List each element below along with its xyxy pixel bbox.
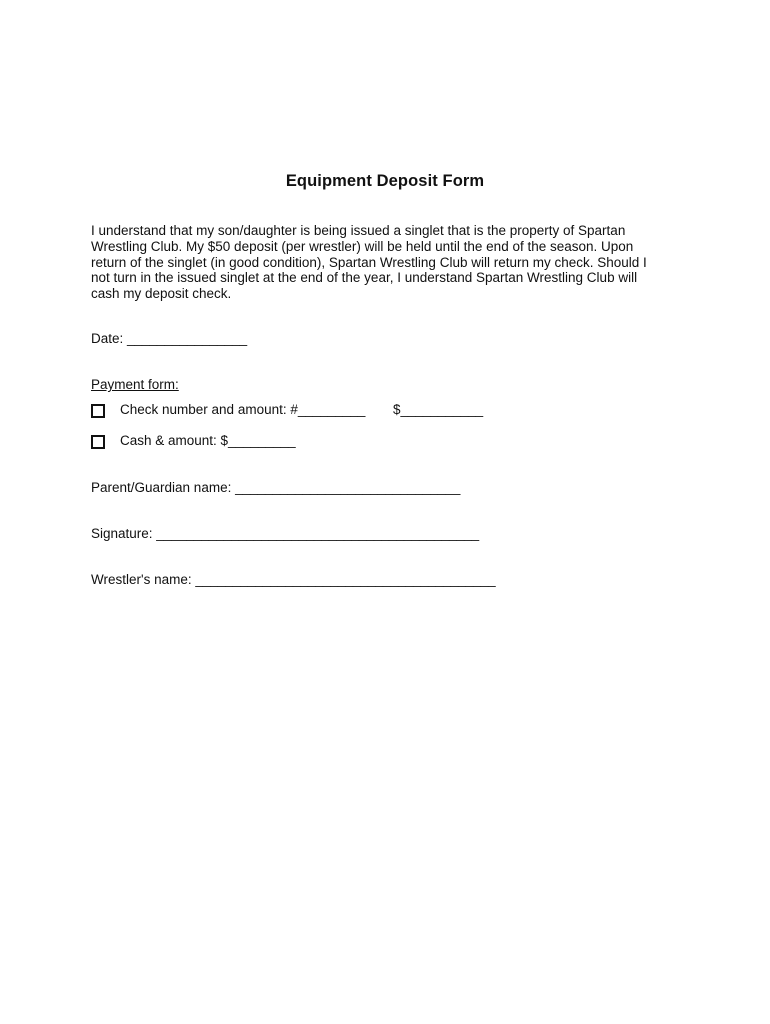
wrestler-name-field[interactable]: Wrestler's name: ________________________________________: [91, 572, 496, 587]
parent-guardian-name-field[interactable]: Parent/Guardian name: ______________________________: [91, 480, 461, 495]
intro-line: I understand that my son/daughter is being issued a singlet that is the property of Spartan: [91, 223, 626, 238]
intro-line: not turn in the issued singlet at the end of the year, I understand Spartan Wrestling Club will: [91, 270, 638, 286]
intro-line: cash my deposit check.: [91, 286, 232, 302]
intro-line: return of the singlet (in good condition), Spartan Wrestling Club will return my check. Should I: [91, 254, 647, 270]
cash-option-checkbox[interactable]: [91, 435, 105, 449]
cash-amount-field[interactable]: Cash & amount: $_________: [120, 433, 296, 448]
signature-field[interactable]: Signature: ___________________________________________: [91, 526, 480, 541]
check-number-amount-field[interactable]: Check number and amount: #_________: [120, 402, 366, 417]
intro-paragraph: [91, 223, 681, 302]
payment-form-heading: Payment form:: [91, 377, 179, 392]
form-title: Equipment Deposit Form: [285, 172, 485, 190]
check-amount-field[interactable]: $___________: [393, 402, 484, 417]
check-option-checkbox[interactable]: [91, 404, 105, 418]
date-field[interactable]: Date: ________________: [91, 331, 248, 346]
intro-line: Wrestling Club. My $50 deposit (per wrestler) will be held until the end of the season. Upon: [91, 238, 634, 254]
